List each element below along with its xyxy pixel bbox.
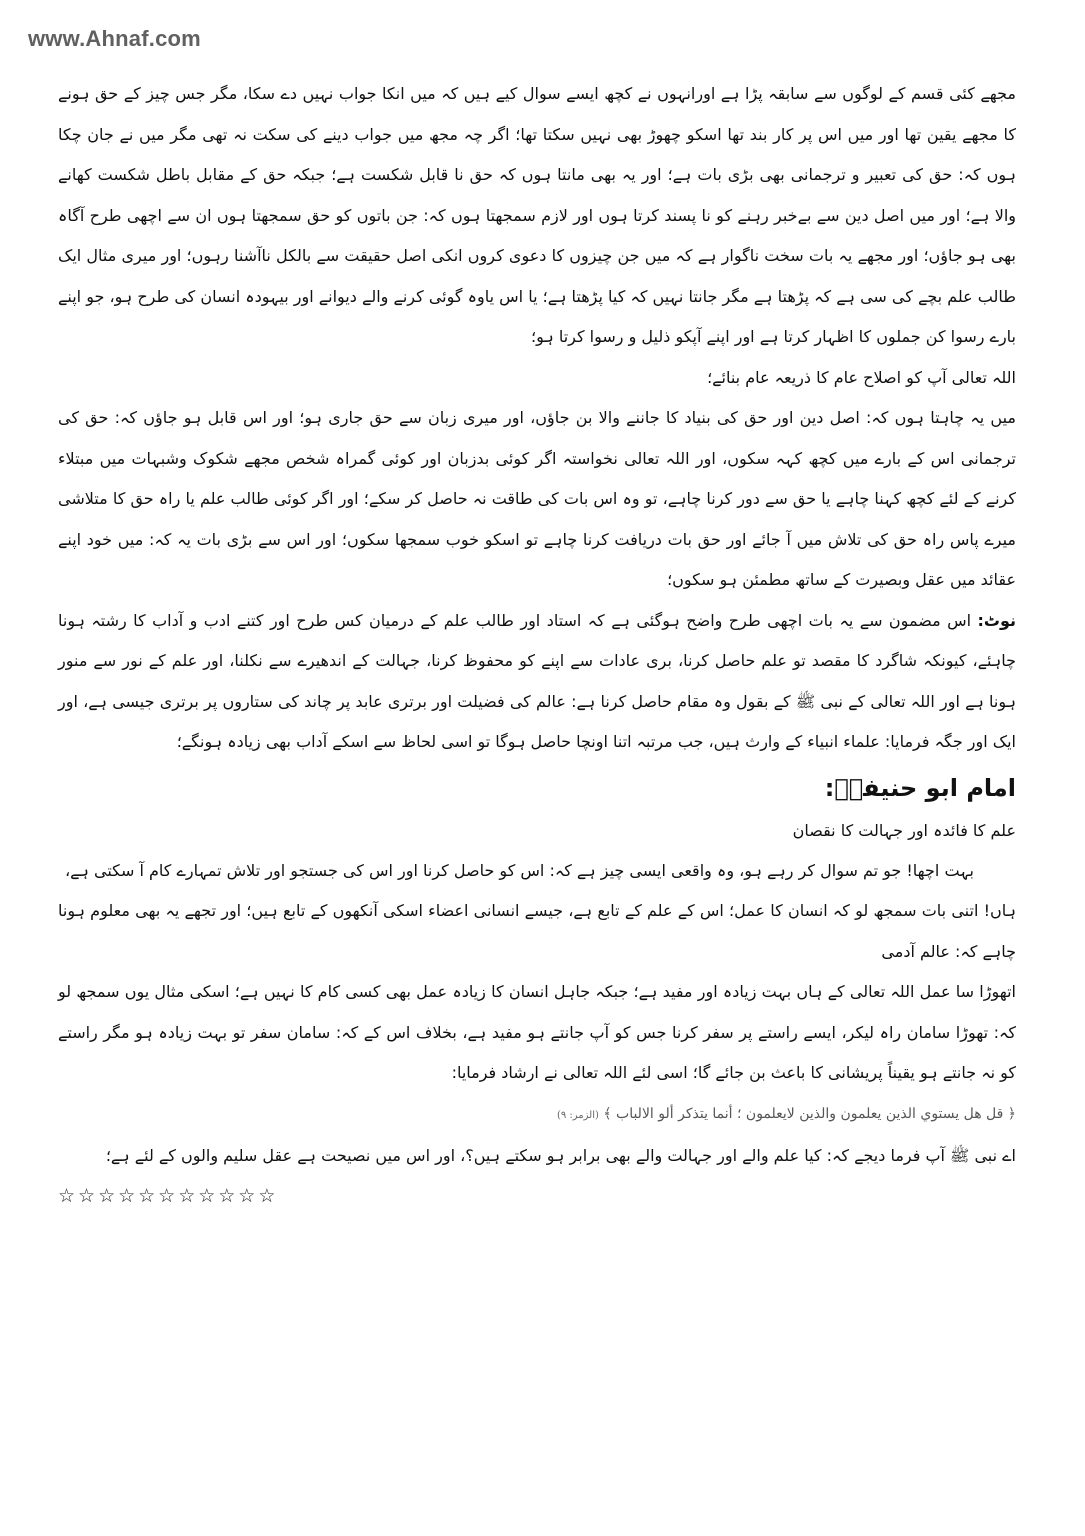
wish-paragraph: میں یہ چاہتا ہوں کہ: اصل دین اور حق کی بنیاد کا جاننے والا بن جاؤں، اور میری زبان سے حق جاری ہو؛ اور اس قابل ہو جاؤں کہ: حق کی ترجمانی اس کے بارے میں کچھ کہہ سکوں، اور اللہ تعالی نخواستہ اگر کوئی بدزبان اور کوئی گمراہ شخص مجھے شکوک وشبہات میں مبتلاء کرنے کے لئے کچھ کہنا چاہے یا حق سے دور کرنا چاہے، تو وہ اس بات کی طاقت نہ حاصل کر سکے؛ اور اگر کوئی طالب علم یا راہ حق کا متلاشی میرے پاس راہ حق کی تلاش میں آ جائے اور حق بات دریافت کرنا چاہے تو اسکو خوب سمجھا سکوں؛ اور اس سے بڑی بات یہ کہ: میں خود اپنے عقائد میں عقل وبصیرت کے ساتھ مطمئن ہو سکوں؛	[58, 408, 1016, 589]
prayer-line: اللہ تعالی آپ کو اصلاح عام کا ذریعہ عام بنائے؛	[707, 367, 1016, 387]
verse-text: ﴿ قل هل يستوي الذين يعلمون والذين لايعلمون ؛ أنما يتذكر ألو الالباب ﴾	[603, 1105, 1016, 1122]
note-label: نوٹ:	[977, 610, 1017, 630]
answer-paragraph-3: اتھوڑا سا عمل اللہ تعالی کے ہاں بہت زیادہ اور مفید ہے؛ جبکہ جاہل انسان کا زیادہ عمل بھی کسی کام کا نہیں ہے؛ اسکی مثال یوں سمجھ لو کہ: تھوڑا سامان راہ لیکر، ایسے راستے پر سفر کرنا جس کو آپ جانتے ہو مفید ہے، بخلاف اس کے کہ: سامان سفر تو بہت زیادہ ہو مگر راستے کو نہ جانتے ہو یقیناً پریشانی کا باعث بن جائے گا؛ اسی لئے اللہ تعالی نے ارشاد فرمایا:	[58, 982, 1016, 1082]
star-divider: ☆☆☆☆☆☆☆☆☆☆☆	[58, 1185, 279, 1207]
note-paragraph	[58, 601, 1016, 763]
section-subheading: علم کا فائدہ اور جہالت کا نقصان	[792, 820, 1016, 840]
answer-paragraph-2: ہاں! اتنی بات سمجھ لو کہ انسان کا عمل؛ اس کے علم کے تابع ہے، جیسے انسانی اعضاء اسکی آنکھوں کے تابع ہیں؛ اور تجھے یہ بھی معلوم ہونا چاہے کہ: عالم آدمی	[58, 901, 1016, 961]
section-heading: امام ابو حنیفہؒ:	[824, 773, 1016, 802]
site-url: www.Ahnaf.com	[28, 26, 201, 51]
intro-paragraph: مجھے کئی قسم کے لوگوں سے سابقہ پڑا ہے اورانہوں نے کچھ ایسے سوال کیے ہیں کہ میں انکا جواب نہیں دے سکا، مگر جس چیز کے حق ہونے کا مجھے یقین تھا اور میں اس پر کار بند تھا اسکو چھوڑ بھی نہیں سکتا تھا؛ اگر چہ مجھ میں جواب دینے کی سکت نہ تھی مگر میں نے جان چکا ہوں کہ: حق کی تعبیر و ترجمانی بھی بڑی بات ہے؛ اور یہ بھی مانتا ہوں کہ حق نا قابل شکست ہے؛ جبکہ حق کے مقابل باطل شکست کھانے والا ہے؛ اور میں اصل دین سے بےخبر رہنے کو نا پسند کرتا ہوں اور لازم سمجھتا ہوں کہ: جن باتوں کو حق سمجھتا ہوں ان سے اچھی طرح آگاہ بھی ہو جاؤں؛ اور مجھے یہ بات سخت ناگوار ہے کہ میں جن چیزوں کا دعوی کروں انکی اصل حقیقت سے بالکل ناآشنا رہوں؛ اور میری مثال ایک طالب علم بچے کی سی ہے کہ پڑھتا ہے مگر جانتا نہیں کہ کیا پڑھتا ہے؛ یا اس یاوہ گوئی کرنے والے دیوانے اور بیہودہ انسان کی طرح ہو، جو اپنے بارے رسوا کن جملوں کا اظہار کرتا ہے اور اپنے آپکو ذلیل و رسوا کرتا ہو؛	[58, 84, 1017, 346]
quran-verse	[58, 1094, 1016, 1136]
note-text: اس مضمون سے یہ بات اچھی طرح واضح ہوگئی ہے کہ استاد اور طالب علم کے درمیان کس طرح اور کتنے ادب و آداب کا رشتہ ہونا چاہئے، کیونکہ شاگرد کا مقصد تو علم حاصل کرنا، بری عادات سے اپنے کو محفوظ کرنا، جہالت کے اندھیرے سے نکلنا، اور علم کے نور سے منور ہونا ہے اور اللہ تعالی کے نبی ﷺ کے بقول وہ مقام حاصل کرنا ہے: عالم کی فضیلت اور برتری عابد پر چاند کی ستاروں پر برتری جیسی ہے، اور ایک اور جگہ فرمایا: علماء انبیاء کے وارث ہیں، جب مرتبہ اتنا اونچا حاصل ہوگا تو اسی لحاظ سے اسکے آداب بھی زیادہ ہونگے؛	[58, 610, 1016, 751]
verse-reference: (الزمر: ۹)	[556, 1109, 599, 1121]
verse-translation: اے نبی ﷺ آپ فرما دیجے کہ: کیا علم والے اور جہالت والے بھی برابر ہو سکتے ہیں؟، اور اس میں نصیحت ہے عقل سلیم والوں کے لئے ہے؛	[105, 1145, 1016, 1165]
article-page	[58, 74, 1016, 1216]
answer-paragraph-1: بہت اچھا! جو تم سوال کر رہے ہو، وہ واقعی ایسی چیز ہے کہ: اس کو حاصل کرنا اور اس کی جستجو اور تلاش تمہارے کام آ سکتی ہے،	[65, 860, 974, 880]
